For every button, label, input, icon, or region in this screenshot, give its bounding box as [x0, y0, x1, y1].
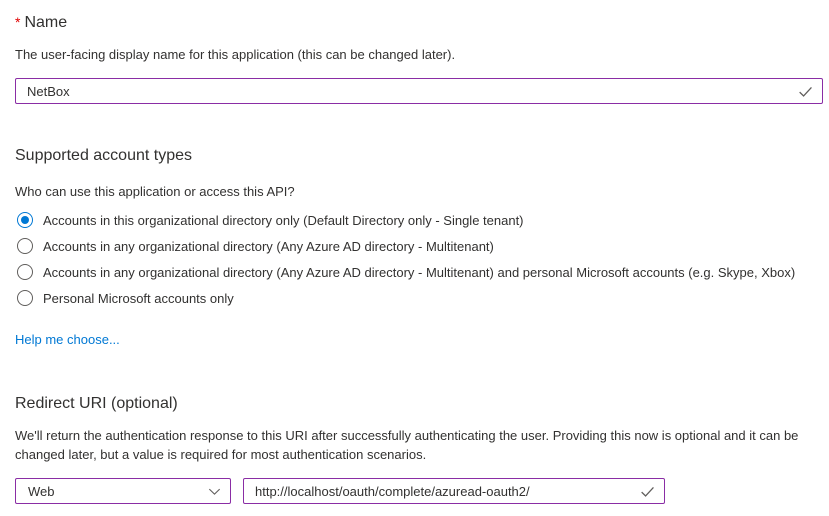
checkmark-icon	[797, 83, 814, 100]
name-hint: The user-facing display name for this application (this can be changed later).	[15, 47, 456, 62]
account-types-radio-group	[15, 207, 814, 311]
redirect-uri-section	[15, 394, 814, 504]
radio-multitenant-personal[interactable]	[15, 259, 814, 285]
platform-select-value: Web	[28, 483, 55, 499]
name-section-title	[15, 12, 814, 33]
redirect-uri-description: We'll return the authentication response to this URI after successfully authenticating the user. Providing this now is optional and it can be changed later, but a value is required for most authentication scenarios.	[15, 428, 799, 462]
radio-unselected-icon[interactable]	[17, 264, 33, 280]
radio-label: Personal Microsoft accounts only	[43, 290, 234, 306]
account-types-question: Who can use this application or access this API?	[15, 184, 295, 199]
radio-label: Accounts in this organizational directory only (Default Directory only - Single tenant)	[43, 212, 524, 228]
name-input[interactable]	[15, 78, 823, 104]
checkmark-icon	[639, 483, 656, 500]
redirect-uri-value: http://localhost/oauth/complete/azuread-oauth2/	[255, 483, 530, 499]
redirect-uri-input[interactable]	[243, 478, 665, 504]
radio-multitenant[interactable]	[15, 233, 814, 259]
radio-unselected-icon[interactable]	[17, 290, 33, 306]
required-marker: *	[15, 14, 21, 30]
name-section	[15, 12, 814, 104]
radio-single-tenant[interactable]	[15, 207, 814, 233]
radio-selected-icon[interactable]	[17, 212, 33, 228]
radio-unselected-icon[interactable]	[17, 238, 33, 254]
platform-select[interactable]	[15, 478, 231, 504]
name-label: Name	[24, 14, 68, 31]
redirect-uri-title: Redirect URI (optional)	[15, 395, 178, 412]
redirect-uri-row	[15, 478, 814, 504]
radio-label: Accounts in any organizational directory (Any Azure AD directory - Multitenant) and personal Microsoft accounts (e.g. Skype, Xbox)	[43, 264, 796, 280]
radio-personal-only[interactable]	[15, 285, 814, 311]
help-me-choose-link[interactable]: Help me choose...	[15, 332, 120, 347]
radio-label: Accounts in any organizational directory (Any Azure AD directory - Multitenant)	[43, 238, 494, 254]
chevron-down-icon	[207, 484, 222, 499]
supported-account-types-section	[15, 146, 814, 349]
supported-account-types-title: Supported account types	[15, 147, 193, 164]
name-input-value: NetBox	[27, 83, 70, 99]
